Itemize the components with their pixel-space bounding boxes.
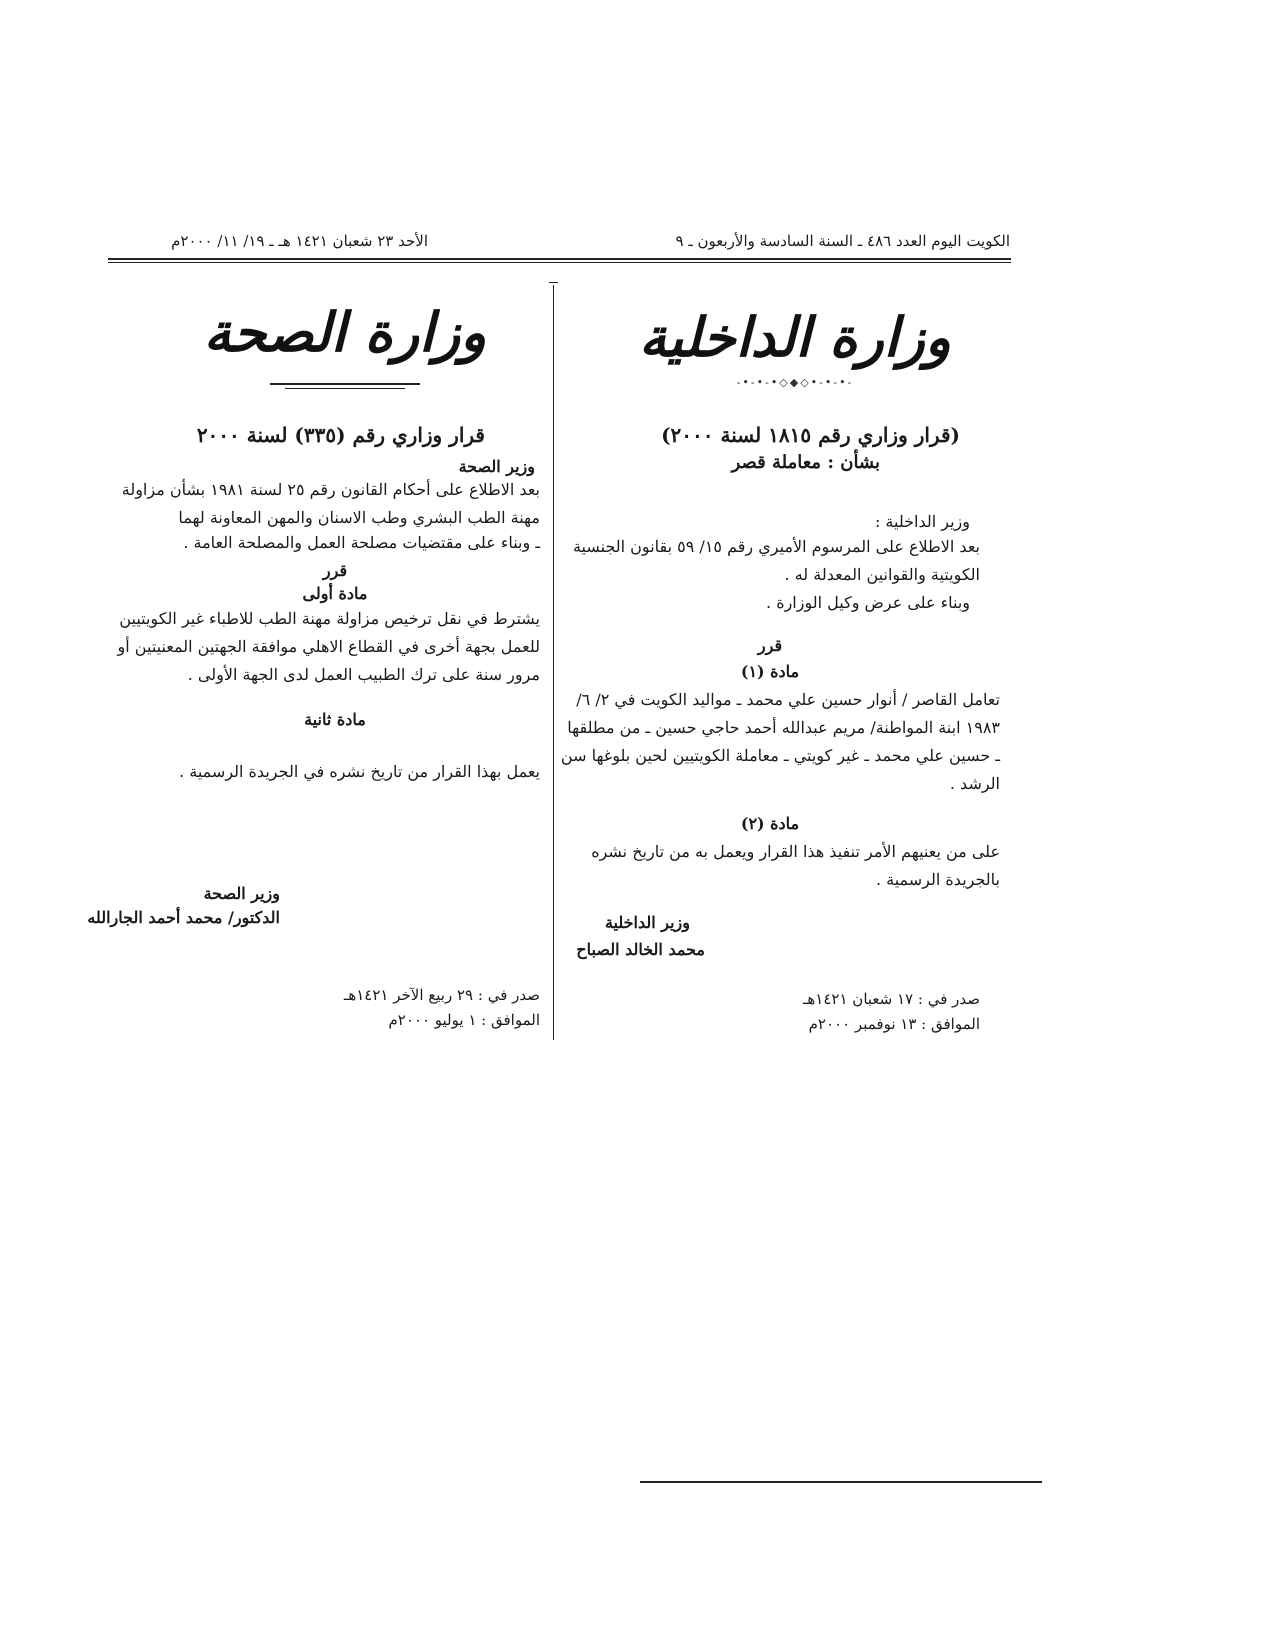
- health-issued-date: صدر في : ٢٩ ربيع الآخر ١٤٢١هـ: [343, 986, 540, 1004]
- interior-article-2-text: على من يعنيهم الأمر تنفيذ هذا القرار ويعمل به من تاريخ نشره بالجريدة الرسمية .: [591, 842, 1000, 889]
- interior-issued-date: صدر في : ١٧ شعبان ١٤٢١هـ: [802, 990, 980, 1008]
- health-signature-name: الدكتور/ محمد أحمد الجارالله: [87, 908, 280, 927]
- health-signature-title: وزير الصحة: [203, 884, 280, 903]
- health-ornament-rule-thin: [285, 388, 405, 389]
- interior-minister-label: وزير الداخلية :: [874, 512, 970, 531]
- header-rule: [108, 258, 1011, 260]
- header-rule-thin: [108, 262, 1011, 263]
- header-issue-info: الكويت اليوم العدد ٤٨٦ ـ السنة السادسة والأربعون ـ ٩: [675, 232, 1010, 250]
- interior-preamble-1: بعد الاطلاع على المرسوم الأميري رقم ١٥/ ٥٩ بقانون الجنسية الكويتية والقوانين المعدلة له .: [572, 537, 980, 584]
- health-preamble-2: ـ وبناء على مقتضيات مصلحة العمل والمصلحة العامة .: [183, 533, 540, 552]
- interior-ornament: -•-•-•◇◆◇•-•-•-: [736, 376, 854, 389]
- health-ministry-heading: وزارة الصحة: [203, 300, 487, 364]
- health-article-1-text: يشترط في نقل ترخيص مزاولة مهنة الطب للاطباء غير الكويتيين للعمل بجهة أخرى في القطاع الاهلي موافقة الجهتين المعنيتين أو مرور سنة على ترك الطبيب العمل لدى الجهة الأولى .: [117, 609, 540, 684]
- health-preamble-1: بعد الاطلاع على أحكام القانون رقم ٢٥ لسنة ١٩٨١ بشأن مزاولة مهنة الطب البشري وطب الاسنان والمهن المعاونة لهما: [121, 480, 540, 527]
- interior-decree-subject: بشأن : معاملة قصر: [731, 452, 880, 473]
- interior-signature-name: محمد الخالد الصباح: [576, 940, 705, 959]
- health-decided: قرر: [322, 561, 348, 580]
- interior-preamble-2: وبناء على عرض وكيل الوزارة .: [766, 593, 970, 612]
- health-article-2-heading: مادة ثانية: [304, 710, 366, 729]
- interior-ministry-heading: وزارة الداخلية: [639, 305, 951, 369]
- health-article-1-heading: مادة أولى: [302, 584, 368, 603]
- health-article-2-text: يعمل بهذا القرار من تاريخ نشره في الجريدة الرسمية .: [179, 762, 540, 781]
- interior-decree-title: (قرار وزاري رقم ١٨١٥ لسنة ٢٠٠٠): [661, 423, 960, 447]
- health-minister-label: وزير الصحة: [458, 457, 535, 476]
- interior-signature-title: وزير الداخلية: [604, 913, 690, 932]
- interior-corresponding-date: الموافق : ١٣ نوفمبر ٢٠٠٠م: [808, 1015, 980, 1033]
- footer-rule: [640, 1481, 1042, 1483]
- interior-article-1-text: تعامل القاصر / أنوار حسين علي محمد ـ مواليد الكويت في ٢/ ٦/ ١٩٨٣ ابنة المواطنة/ مريم عبدالله أحمد حاجي حسين ـ من مطلقها ـ حسين علي محمد ـ غير كويتي ـ معاملة الكويتيين لحين بلوغها سن الرشد .: [560, 690, 1000, 793]
- interior-article-2-heading: مادة (٢): [740, 814, 800, 833]
- health-corresponding-date: الموافق : ١ يوليو ٢٠٠٠م: [388, 1011, 540, 1029]
- column-divider-cap: [549, 282, 558, 283]
- interior-decided: قرر: [757, 636, 783, 655]
- health-ornament-rule: [270, 383, 420, 385]
- health-decree-title: قرار وزاري رقم (٣٣٥) لسنة ٢٠٠٠: [196, 423, 485, 447]
- header-date: الأحد ٢٣ شعبان ١٤٢١ هـ ـ ١٩/ ١١/ ٢٠٠٠م: [171, 232, 428, 250]
- interior-article-1-heading: مادة (١): [740, 662, 800, 681]
